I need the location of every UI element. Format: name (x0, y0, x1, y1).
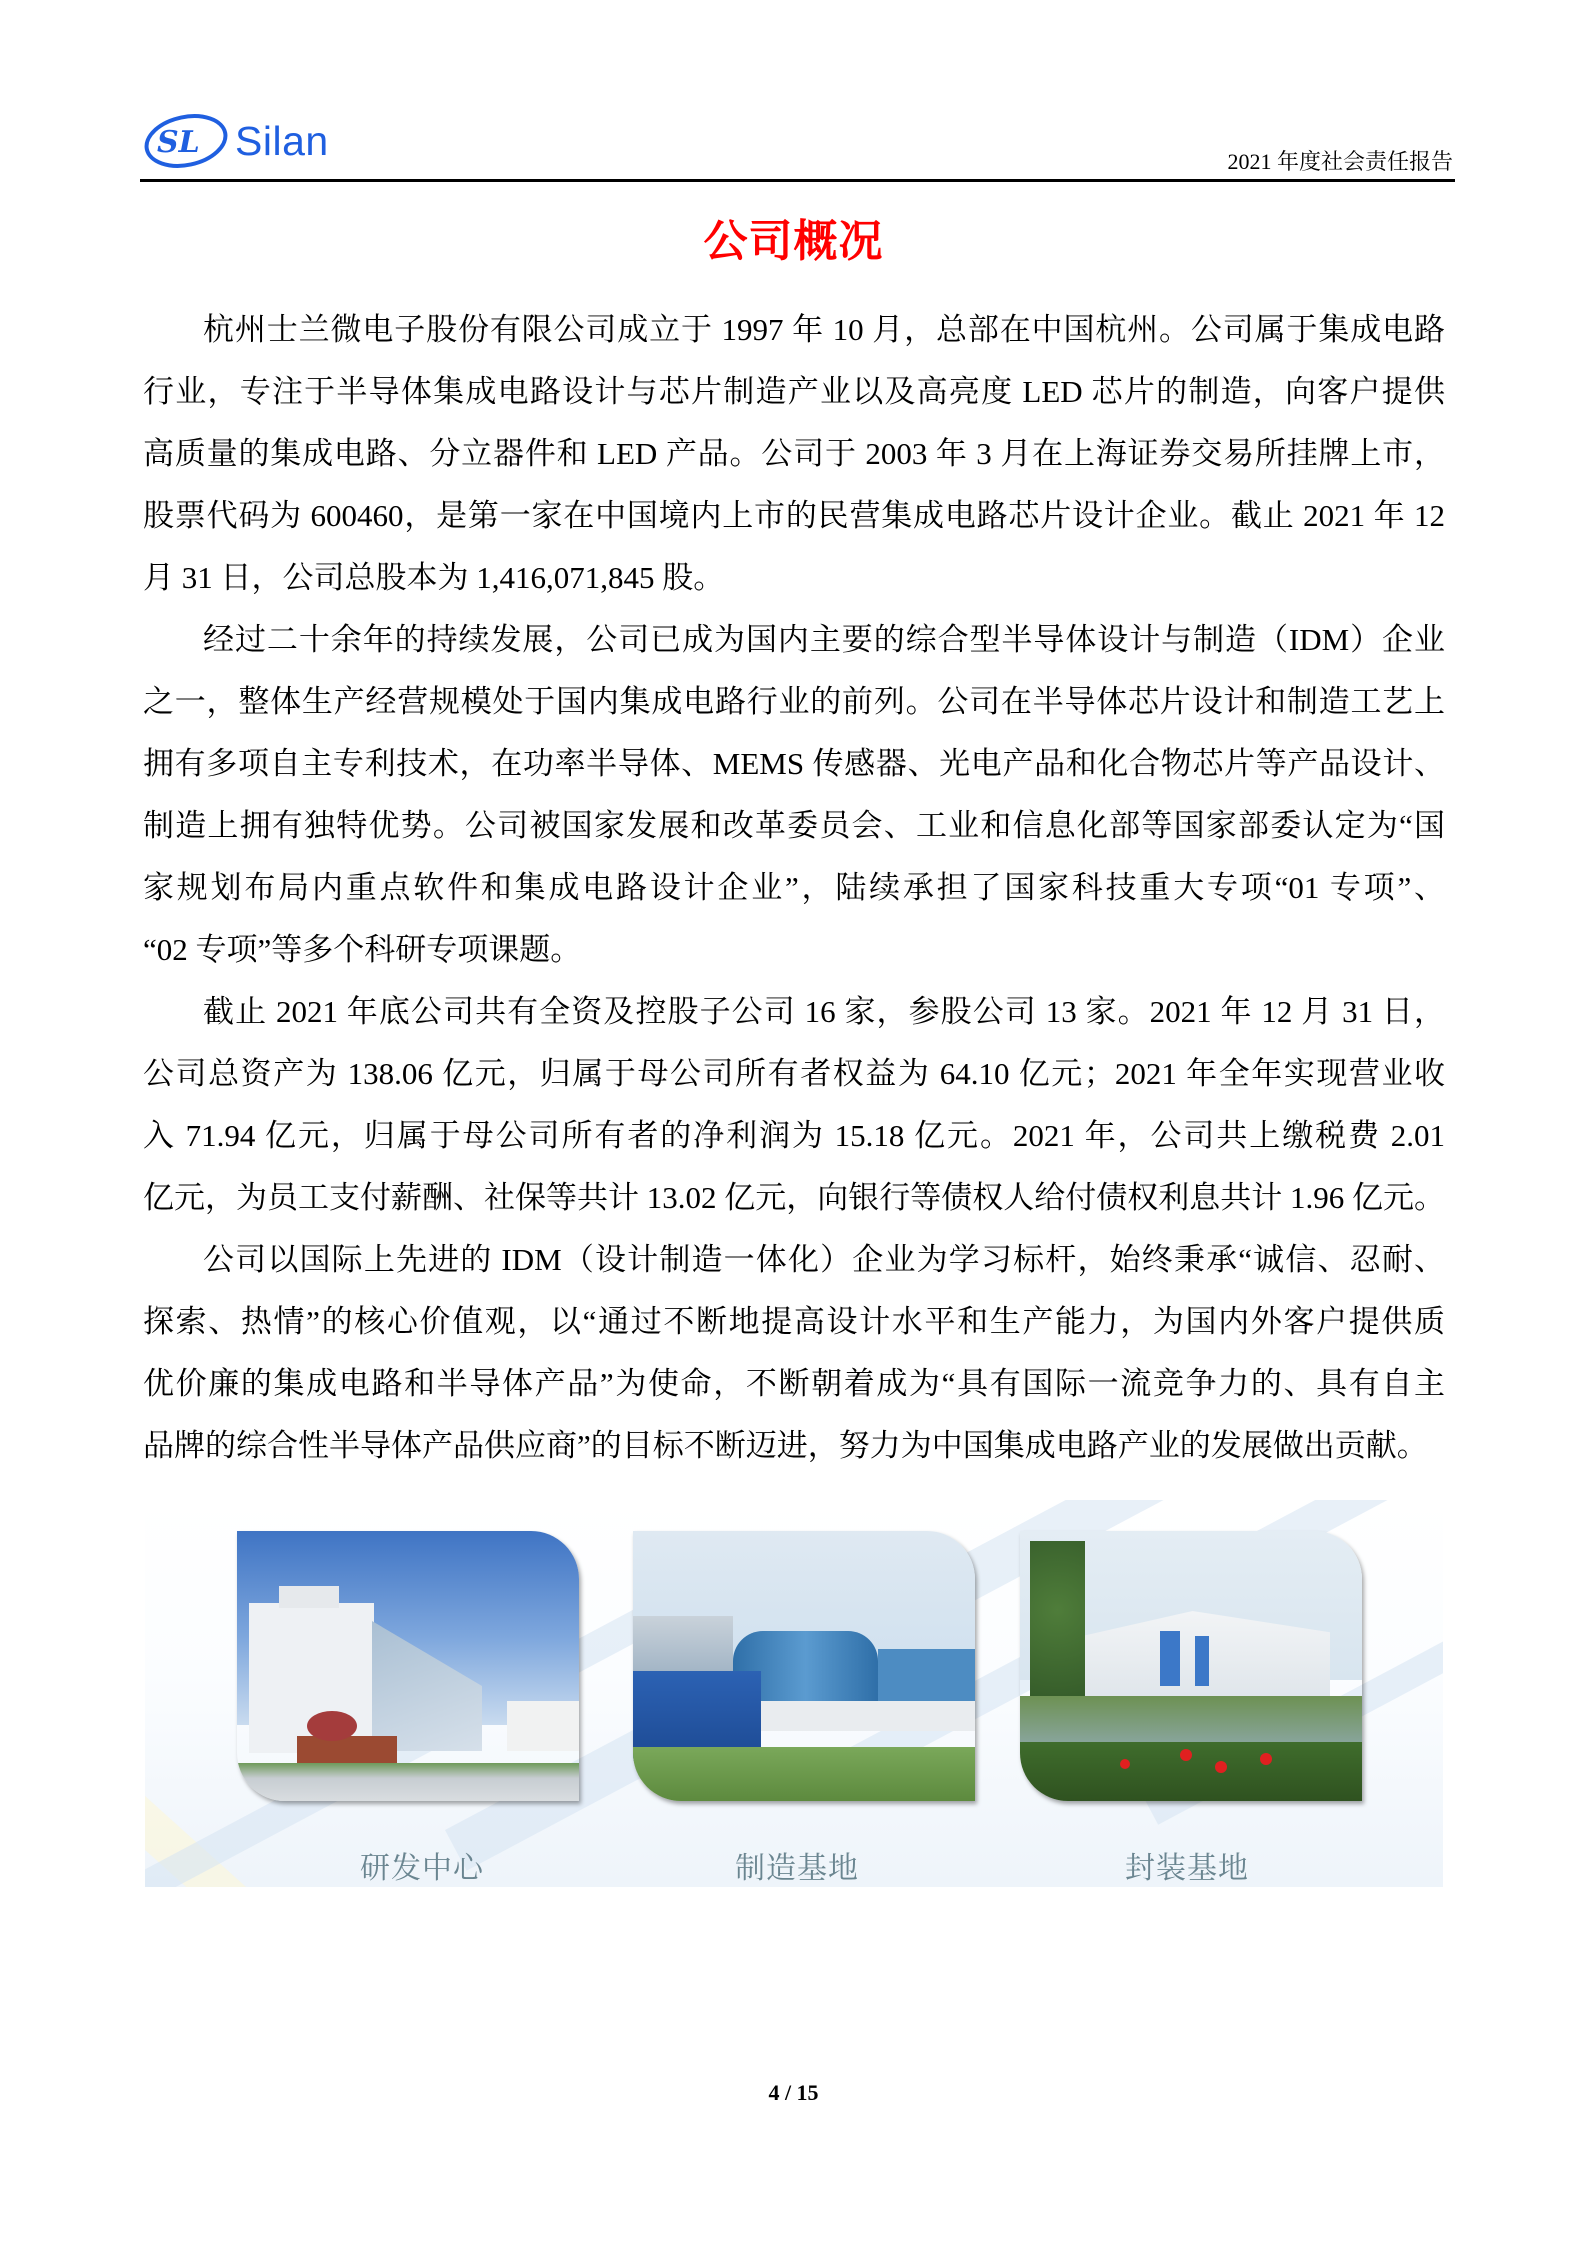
text-line: 之一，整体生产经营规模处于国内集成电路行业的前列。公司在半导体芯片设计和制造工艺上 (143, 684, 1445, 719)
text-line: 品牌的综合性半导体产品供应商”的目标不断迈进，努力为中国集成电路产业的发展做出贡献。 (143, 1428, 1428, 1463)
paragraph-development (143, 609, 1445, 981)
text-line: 经过二十余年的持续发展，公司已成为国内主要的综合型半导体设计与制造（IDM）企业 (203, 622, 1445, 657)
r-and-d-center-photo (237, 1531, 579, 1801)
text-line: 杭州士兰微电子股份有限公司成立于 1997 年 10 月，总部在中国杭州。公司属于集成电路 (203, 312, 1445, 347)
page-number: 4 / 15 (768, 2080, 819, 2105)
header-divider (140, 179, 1455, 182)
svg-text:SL: SL (157, 125, 200, 160)
text-line: “02 专项”等多个科研专项课题。 (143, 932, 582, 967)
company-logo (143, 110, 353, 172)
text-line: 入 71.94 亿元，归属于母公司所有者的净利润为 15.18 亿元。2021 年，公司共上缴税费 2.01 (143, 1118, 1445, 1153)
paragraph-financials (143, 981, 1445, 1229)
photo-caption-packaging-base: 封装基地 (1125, 1851, 1249, 1886)
photo-caption-manufacturing-base: 制造基地 (735, 1851, 859, 1886)
text-line: 月 31 日，公司总股本为 1,416,071,845 股。 (143, 560, 725, 595)
manufacturing-base-photo (633, 1531, 975, 1801)
page-title: 公司概况 (703, 216, 884, 267)
silan-logo-icon (143, 112, 229, 170)
logo-wordmark: Silan (235, 117, 329, 164)
packaging-base-photo (1020, 1531, 1362, 1801)
paragraph-company-intro (143, 299, 1445, 609)
text-line: 制造上拥有独特优势。公司被国家发展和改革委员会、工业和信息化部等国家部委认定为“国 (143, 808, 1445, 843)
report-title: 2021 年度社会责任报告 (1227, 149, 1453, 174)
facilities-photo-strip (145, 1500, 1443, 1887)
text-line: 亿元，为员工支付薪酬、社保等共计 13.02 亿元，向银行等债权人给付债权利息共计 1.96 亿元。 (143, 1180, 1445, 1215)
text-line: 探索、热情”的核心价值观，以“通过不断地提高设计水平和生产能力，为国内外客户提供质 (143, 1304, 1445, 1339)
paragraph-mission (143, 1229, 1445, 1477)
text-line: 高质量的集成电路、分立器件和 LED 产品。公司于 2003 年 3 月在上海证券交易所挂牌上市， (143, 436, 1445, 471)
photo-caption-r-and-d-center: 研发中心 (360, 1851, 484, 1886)
text-line: 截止 2021 年底公司共有全资及控股子公司 16 家，参股公司 13 家。2021 年 12 月 31 日， (203, 994, 1445, 1029)
text-line: 拥有多项自主专利技术，在功率半导体、MEMS 传感器、光电产品和化合物芯片等产品设计、 (143, 746, 1445, 781)
text-line: 优价廉的集成电路和半导体产品”为使命，不断朝着成为“具有国际一流竞争力的、具有自主 (143, 1366, 1445, 1401)
text-line: 家规划布局内重点软件和集成电路设计企业”，陆续承担了国家科技重大专项“01 专项”、 (143, 870, 1445, 905)
body-text (143, 299, 1445, 1477)
text-line: 公司以国际上先进的 IDM（设计制造一体化）企业为学习标杆，始终秉承“诚信、忍耐、 (203, 1242, 1445, 1277)
text-line: 股票代码为 600460，是第一家在中国境内上市的民营集成电路芯片设计企业。截止 2021 年 12 (143, 498, 1445, 533)
text-line: 行业，专注于半导体集成电路设计与芯片制造产业以及高亮度 LED 芯片的制造，向客户提供 (143, 374, 1445, 409)
text-line: 公司总资产为 138.06 亿元，归属于母公司所有者权益为 64.10 亿元；2021 年全年实现营业收 (143, 1056, 1445, 1091)
